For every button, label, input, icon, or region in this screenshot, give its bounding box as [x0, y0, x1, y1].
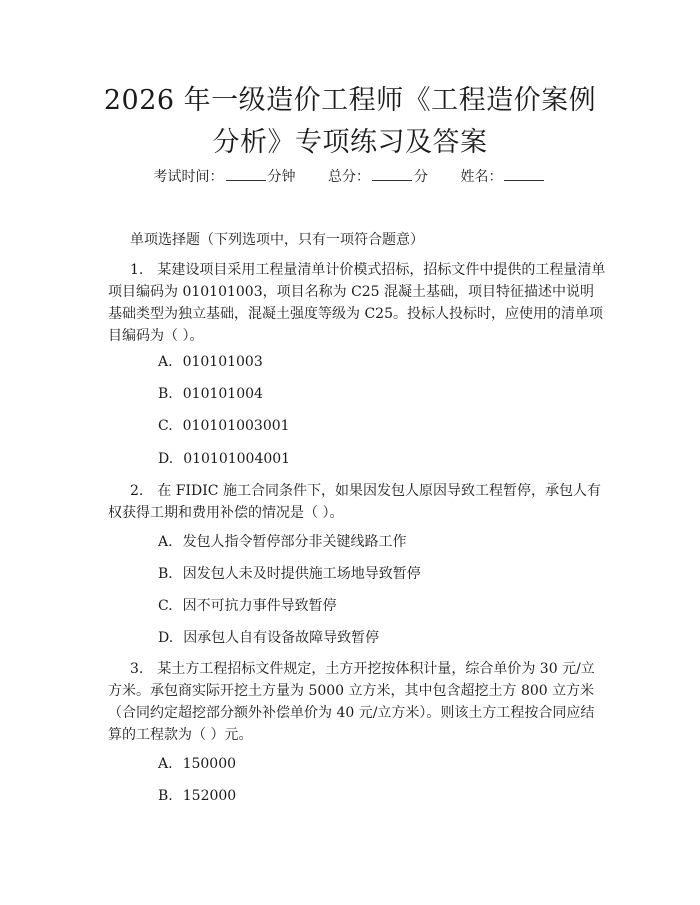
- option-text: 因发包人未及时提供施工场地导致暂停: [182, 566, 421, 582]
- option-letter: A.: [158, 756, 173, 772]
- exam-time-blank: [226, 167, 266, 181]
- option-letter: A.: [158, 354, 173, 370]
- question-1-number: 1.: [130, 262, 144, 278]
- exam-time-unit: 分钟: [267, 169, 296, 185]
- option-letter: D.: [158, 451, 174, 467]
- exam-info-line: [0, 166, 700, 188]
- exam-name-blank: [504, 167, 544, 181]
- option-text: 010101003: [182, 354, 263, 370]
- question-1-option-a[interactable]: [158, 351, 263, 373]
- option-text: 010101003001: [182, 418, 290, 434]
- question-1-option-d[interactable]: [158, 448, 290, 470]
- question-3-option-b[interactable]: [158, 785, 236, 807]
- question-2-option-c[interactable]: [158, 595, 337, 617]
- question-1-option-c[interactable]: [158, 415, 290, 437]
- option-text: 152000: [182, 788, 237, 804]
- option-letter: B.: [158, 386, 173, 402]
- question-1-text: 某建设项目采用工程量清单计价模式招标，招标文件中提供的工程量清单项目编码为 010101003，项目名称为 C25 混凝土基础，项目特征描述中说明基础类型为独立基础，混凝土强度等级为 C25。投标人投标时，应使用的清单项目编码为（ ）。: [108, 262, 606, 344]
- option-letter: D.: [158, 630, 174, 646]
- exam-time-label: 考试时间：: [153, 169, 224, 185]
- question-3-option-a[interactable]: [158, 753, 236, 775]
- option-text: 因不可抗力事件导致暂停: [182, 598, 337, 614]
- exam-score-label: 总分：: [328, 169, 370, 185]
- exam-score-blank: [372, 167, 412, 181]
- option-text: 发包人指令暂停部分非关键线路工作: [182, 534, 407, 550]
- exam-time-field: [154, 169, 300, 185]
- option-letter: C.: [158, 598, 173, 614]
- option-letter: B.: [158, 566, 173, 582]
- option-letter: C.: [158, 418, 173, 434]
- question-3-text: 某土方工程招标文件规定，土方开挖按体积计量，综合单价为 30 元/立方米。承包商实际开挖土方量为 5000 立方米，其中包含超挖土方 800 立方米（合同约定超挖部分额外补偿单价为 40 元/立方米）。则该土方工程按合同应结算的工程款为（ ）元。: [108, 661, 595, 743]
- option-text: 010101004001: [183, 451, 291, 467]
- option-text: 010101004: [182, 386, 263, 402]
- question-2-option-a[interactable]: [158, 531, 407, 553]
- exam-name-label: 姓名：: [460, 169, 503, 185]
- exam-score-unit: 分: [414, 169, 428, 185]
- document-title: 2026 年一级造价工程师《工程造价案例分析》专项练习及答案: [103, 85, 597, 158]
- question-2-option-b[interactable]: [158, 563, 421, 585]
- option-text: 150000: [182, 756, 237, 772]
- question-2-number: 2.: [130, 483, 144, 499]
- option-letter: A.: [158, 534, 173, 550]
- option-text: 因承包人自有设备故障导致暂停: [183, 630, 380, 646]
- question-2: [108, 480, 608, 524]
- exam-name-field: [460, 169, 546, 185]
- question-2-text: 在 FIDIC 施工合同条件下，如果因发包人原因导致工程暂停，承包人有权获得工期和费用补偿的情况是（ ）。: [108, 483, 601, 521]
- question-2-option-d[interactable]: [158, 627, 379, 649]
- question-3: [108, 658, 608, 746]
- question-1-option-b[interactable]: [158, 383, 263, 405]
- question-3-number: 3.: [130, 661, 144, 677]
- exam-score-field: [328, 169, 432, 185]
- question-1: [108, 259, 608, 347]
- option-letter: B.: [158, 788, 173, 804]
- section-heading: 单项选择题（下列选项中，只有一项符合题意）: [130, 232, 424, 248]
